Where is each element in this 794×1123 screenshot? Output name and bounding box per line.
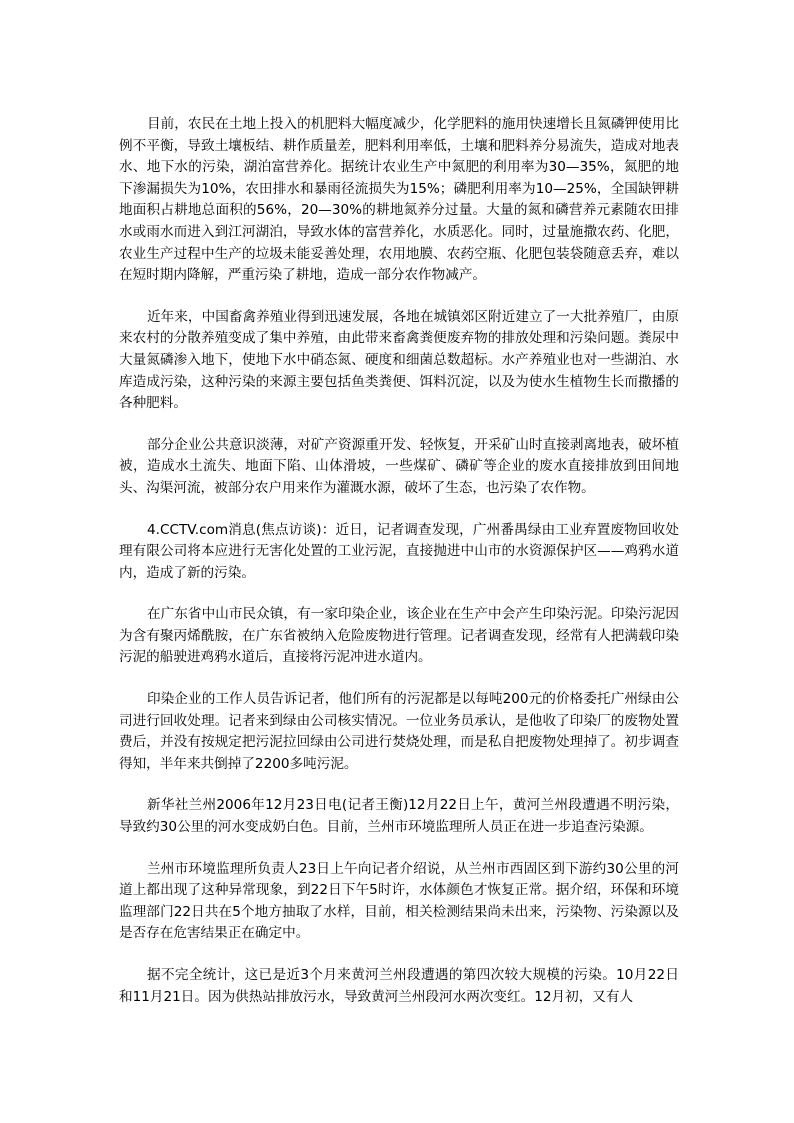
paragraph-fertilizer-pollution: 目前，农民在土地上投入的机肥料大幅度减少，化学肥料的施用快速增长且氮磷钾使用比例不平衡，导致土壤板结、耕作质量差，肥料利用率低，土壤和肥料养分易流失，造成对地表水、地下水的污染，湖泊富营养化。据统计农业生产中氮肥的利用率为30—35%，氮肥的地下渗漏损失为10%，农田排水和暴雨径流损失为15%；磷肥利用率为10—25%，全国缺钾耕地面积占耕地总面积的56%，20—30%的耕地氮养分过量。大量的氮和磷营养元素随农田排水或雨水而进入到江河湖泊，导致水体的富营养化，水质恶化。同时，过量施撒农药、化肥，农业生产过程中生产的垃圾未能妥善处理，农用地膜、农药空瓶、化肥包装袋随意丢弃，难以在短时期内降解，严重污染了耕地，造成一部分农作物减产。 [119, 116, 679, 284]
paragraph-livestock-pollution: 近年来，中国畜禽养殖业得到迅速发展，各地在城镇郊区附近建立了一大批养殖厂，由原来农村的分散养殖变成了集中养殖，由此带来畜禽粪便废弃物的排放处理和污染问题。粪尿中大量氮磷渗入地下，使地下水中硝态氮、硬度和细菌总数超标。水产养殖业也对一些湖泊、水库造成污染，这种污染的来源主要包括鱼类粪便、饵料沉淀，以及为使水生植物生长而撒播的各种肥料。 [119, 308, 679, 412]
paragraph-monitoring-office: 兰州市环境监理所负责人23日上午向记者介绍说，从兰州市西固区到下游约30公里的河道上都出现了这种异常现象，到22日下午5时许，水体颜色才恢复正常。据介绍，环保和环境监理部门22日共在5个地方抽取了水样，目前，相关检测结果尚未出来，污染物、污染源以及是否存在危害结果正在确定中。 [119, 860, 679, 942]
paragraph-dyeing-enterprise: 在广东省中山市民众镇，有一家印染企业，该企业在生产中会产生印染污泥。印染污泥因为含有聚丙烯酰胺，在广东省被纳入危险废物进行管理。记者调查发现，经常有人把满载印染污泥的船驶进鸡鸦水道后，直接将污泥冲进水道内。 [119, 606, 679, 666]
paragraph-cctv-report: 4.CCTV.com消息(焦点访谈)：近日，记者调查发现，广州番禺绿由工业弃置废物回收处理有限公司将本应进行无害化处置的工业污泥，直接抛进中山市的水资源保护区——鸡鸦水道内，造成了新的污染。 [119, 521, 679, 581]
paragraph-statistics: 据不完全统计，这已是近3个月来黄河兰州段遭遇的第四次较大规模的污染。10月22日和11月21日。因为供热站排放污水，导致黄河兰州段河水两次变红。12月初，又有人 [119, 967, 679, 1005]
paragraph-mining-pollution: 部分企业公共意识淡薄，对矿产资源重开发、轻恢复，开采矿山时直接剥离地表，破坏植被，造成水土流失、地面下陷、山体滑坡，一些煤矿、磷矿等企业的废水直接排放到田间地头、沟渠河流，被部分农户用来作为灌溉水源，破坏了生态，也污染了农作物。 [119, 436, 679, 496]
document-body [119, 114, 679, 1028]
paragraph-xinhua-report: 新华社兰州2006年12月23日电(记者王衡)12月22日上午，黄河兰州段遭遇不明污染，导致约30公里的河水变成奶白色。目前，兰州市环境监理所人员正在进一步追查污染源。 [119, 797, 679, 836]
paragraph-sludge-disposal: 印染企业的工作人员告诉记者，他们所有的污泥都是以每吨200元的价格委托广州绿由公司进行回收处理。记者来到绿由公司核实情况。一位业务员承认，是他收了印染厂的废物处置费后，并没有按规定把污泥拉回绿由公司进行焚烧处理，而是私自把废物处理掉了。初步调查得知，半年来共倒掉了2200多吨污泥。 [119, 691, 679, 772]
